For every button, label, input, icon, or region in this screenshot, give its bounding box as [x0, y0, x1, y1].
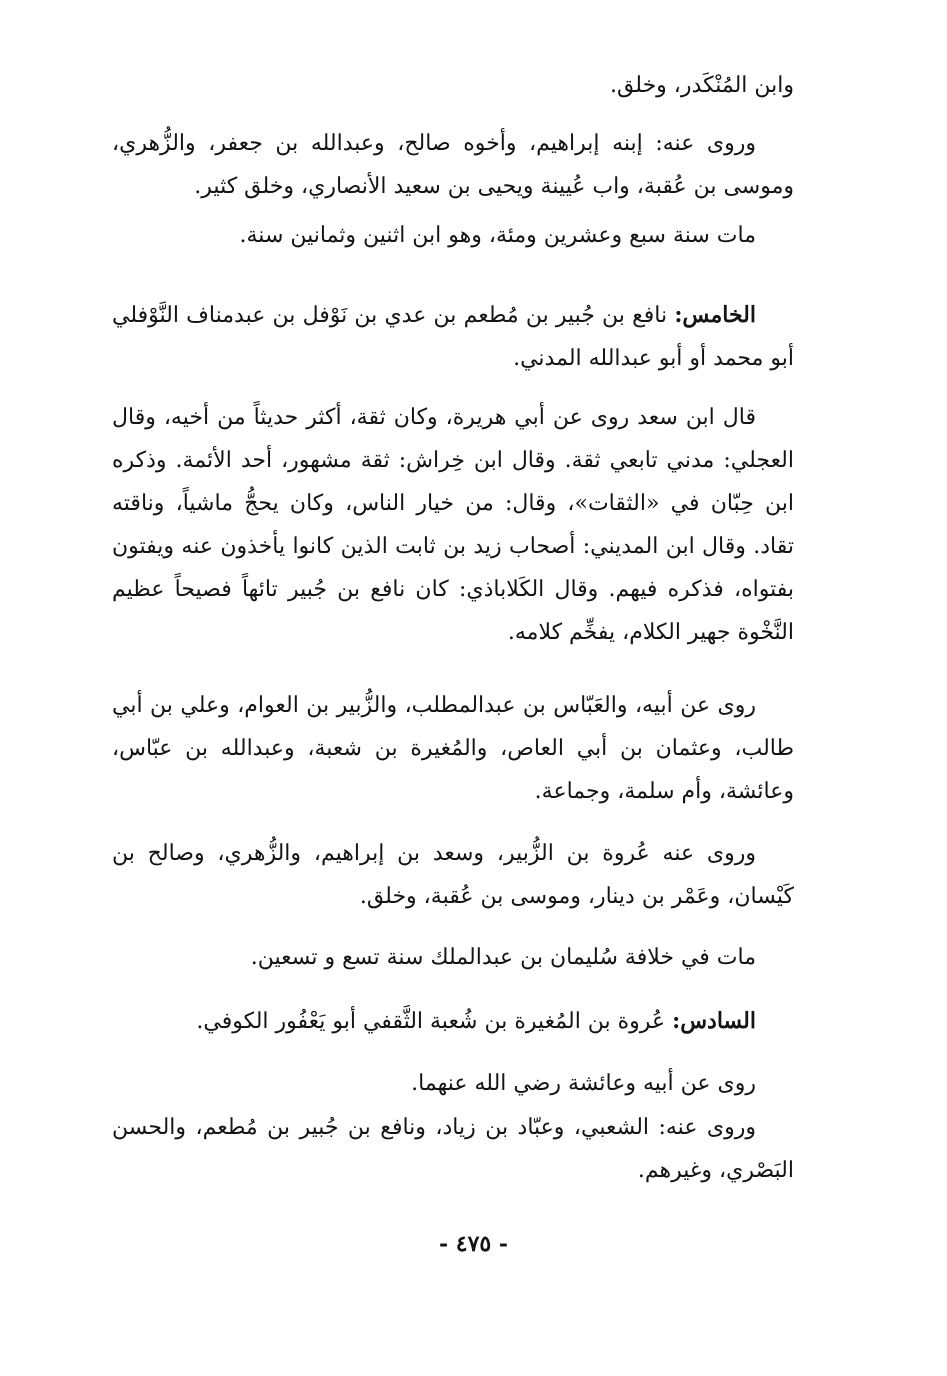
- paragraph-death-date: [112, 214, 794, 257]
- page-number: - ٤٧٥ -: [438, 1231, 509, 1257]
- paragraph-biography: [112, 396, 794, 654]
- paragraph-text: وروى عنه: إبنه إبراهيم، وأخوه صالح، وعبدالله بن جعفر، والزُّهري، وموسى بن عُقبة، واب عُيينة ويحيى بن سعيد الأنصاري، وخلق كثير.: [112, 131, 794, 199]
- paragraph-text: مات في خلافة سُليمان بن عبدالملك سنة تسع و تسعين.: [250, 945, 756, 970]
- paragraph-narrated-from: [112, 1062, 794, 1105]
- section-heading: السادس:: [672, 1008, 756, 1034]
- paragraph-text: وروى عنه: الشعبي، وعبّاد بن زياد، ونافع بن جُبير بن مُطعم، والحسن البَصْري، وغيرهم.: [112, 1115, 794, 1183]
- paragraph-narrated-by: [112, 832, 794, 918]
- paragraph-text: وابن المُنْكَدر، وخلق.: [609, 73, 794, 98]
- paragraph-narrated-by: [112, 1106, 794, 1192]
- paragraph-text: مات سنة سبع وعشرين ومئة، وهو ابن اثنين وثمانين سنة.: [239, 223, 756, 248]
- paragraph-death-date: [112, 936, 794, 979]
- paragraph-text: روى عن أبيه، والعَبّاس بن عبدالمطلب، والزُّبير بن العوام، وعلي بن أبي طالب، وعثمان بن أبي العاص، والمُغيرة بن شعبة، وعبدالله بن عبّاس، وعائشة، وأم سلمة، وجماعة.: [112, 693, 794, 804]
- paragraph-text: وروى عنه عُروة بن الزُّبير، وسعد بن إبراهيم، والزُّهري، وصالح بن كَيْسان، وعَمْر بن دينار، وموسى بن عُقبة، وخلق.: [112, 841, 794, 909]
- paragraph-narrated-from: [112, 684, 794, 813]
- paragraph-text: قال ابن سعد روى عن أبي هريرة، وكان ثقة، أكثر حديثاً من أخيه، وقال العجلي: مدني تابعي ثقة. وقال ابن خِراش: ثقة مشهور، أحد الأئمة. وذكره ابن حِبّان في «الثقات»، وقال: من خيار الناس، وكان يحجُّ ماشياً، وناقته تقاد. وقال ابن المديني: أصحاب زيد بن ثابت الذين كانوا يأخذون عنه ويفتون بفتواه، فذكره فيهم. وقال الكَلاباذي: كان نافع بن جُبير تائهاً فصيحاً عظيم النَّخْوة جهير الكلام، يفخِّم كلامه.: [112, 405, 794, 645]
- paragraph-narrators-from: [112, 122, 794, 208]
- paragraph-fifth-narrator: [112, 294, 794, 380]
- paragraph-continuation: [112, 64, 794, 107]
- paragraph-text: نافع بن جُبير بن مُطعم بن عدي بن نَوْفل بن عبدمناف النَّوْفلي أبو محمد أو أبو عبدالله المدني.: [112, 303, 794, 371]
- paragraph-sixth-narrator: [112, 1000, 794, 1043]
- paragraph-text: عُروة بن المُغيرة بن شُعبة الثَّقفي أبو يَعْفُور الكوفي.: [196, 1009, 673, 1034]
- section-heading: الخامس:: [674, 302, 756, 328]
- paragraph-text: روى عن أبيه وعائشة رضي الله عنهما.: [411, 1071, 756, 1096]
